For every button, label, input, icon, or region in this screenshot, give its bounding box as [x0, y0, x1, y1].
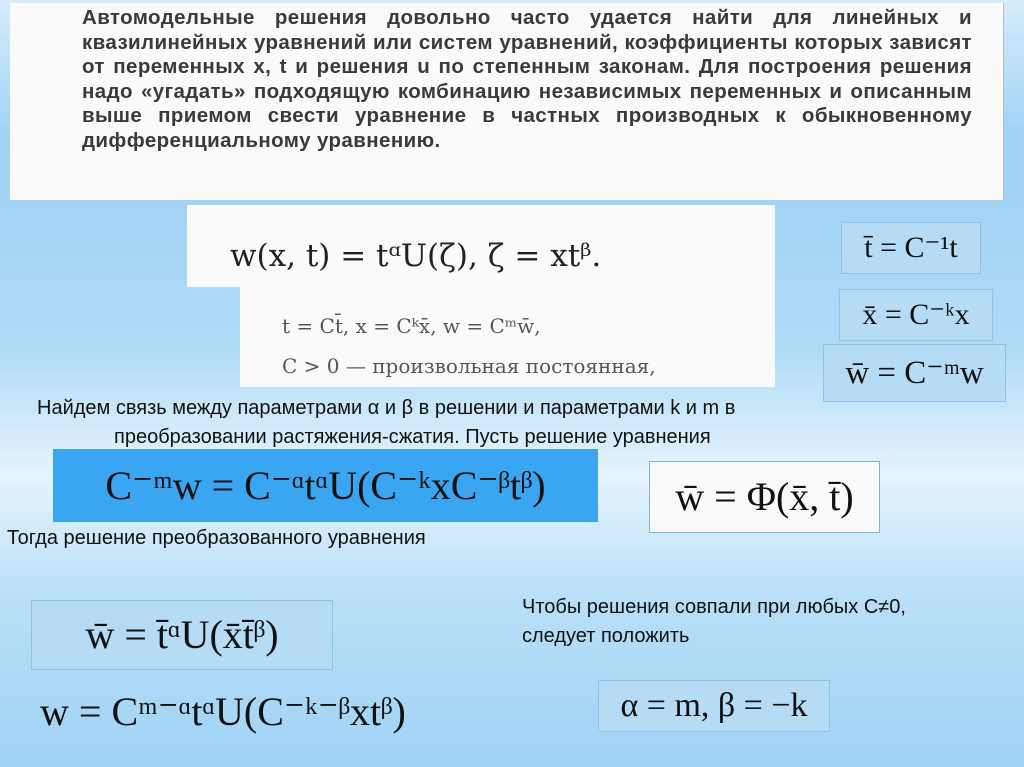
w-bar-formula: w̄ = C⁻ᵐw: [823, 344, 1006, 402]
then-text: Тогда решение преобразованного уравнения: [7, 527, 426, 549]
w-solution-formula: w = Cᵐ⁻ᵅtᵅU(C⁻ᵏ⁻ᵝxtᵝ): [40, 689, 406, 734]
intro-paragraph: Автомодельные решения довольно часто удается найти для линейных и квазилинейных уравнений или систем уравнений, коэффициенты которых зависят от переменных x, t и решения u по степенным законам. Для построения решения надо «угадать» подходящую комбинацию независимых переменных и описанным выше приемом свести уравнение в частных производных к обыкновенному дифференциальному уравнению.: [82, 6, 972, 152]
w-bar-solution-formula: w̄ = t̄ᵅU(x̄t̄ᵝ): [31, 600, 333, 670]
find-relation-line1: Найдем связь между параметрами α и β в решении и параметрами k и m в: [37, 397, 736, 419]
x-bar-formula: x̄ = C⁻ᵏx: [839, 289, 993, 341]
t-bar-formula: t̄ = C⁻¹t: [841, 222, 981, 274]
w-phi-formula: w̄ = Φ(x̄, t̄): [649, 461, 880, 533]
transformed-equation: C⁻ᵐw = C⁻ᵅtᵅU(C⁻ᵏxC⁻ᵝtᵝ): [53, 449, 598, 522]
coincide-line2: следует положить: [522, 625, 690, 647]
find-relation-line2: преобразовании растяжения-сжатия. Пусть решение уравнения: [114, 426, 711, 448]
coincide-line1: Чтобы решения совпали при любых C≠0,: [522, 596, 906, 618]
selfsimilar-formula: w(x, t) = tᵅU(ζ), ζ = xtᵝ.: [230, 238, 602, 274]
result-formula: α = m, β = −k: [598, 680, 830, 732]
stretch-formula-line1: t = Ct̄, x = Cᵏx̄, w = Cᵐw̄,: [282, 314, 541, 338]
stretch-formula-line2: C > 0 — произвольная постоянная,: [282, 354, 656, 378]
